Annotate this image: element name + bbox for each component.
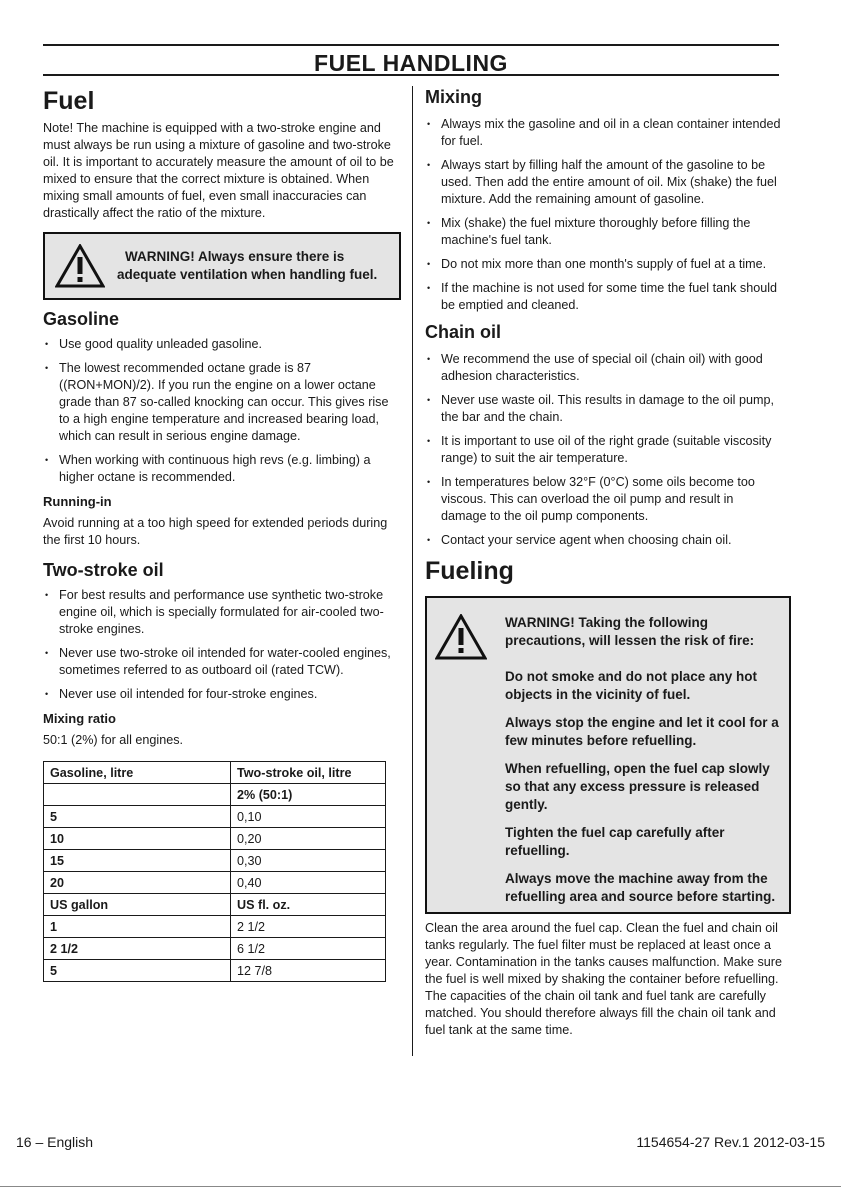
table-cell: [44, 784, 231, 806]
warning-item: Always stop the engine and let it cool for a few minutes before refuelling.: [505, 715, 779, 748]
table-cell: 0,30: [231, 850, 386, 872]
bottom-rule: [0, 1186, 841, 1187]
table-row: [44, 850, 386, 872]
list-item: • For best results and performance use synthetic two-stroke engine oil, which is specially formulated for air-cooled two-stroke engines.: [43, 587, 401, 638]
fire-warning-box: [425, 596, 791, 914]
table-row: [44, 960, 386, 982]
table-row: [44, 894, 386, 916]
warning-item: Tighten the fuel cap carefully after refuelling.: [505, 825, 725, 858]
mixing-ratio-table: [43, 761, 386, 982]
list-item: • Always start by filling half the amount of the gasoline to be used. Then add the entire amount of oil. Mix (shake) the fuel mixture. Add the remaining amount of gasoline.: [425, 157, 781, 208]
chain-oil-heading: Chain oil: [425, 322, 501, 342]
table-row: [44, 806, 386, 828]
table-cell: 5: [44, 806, 231, 828]
mixing-ratio-paragraph: 50:1 (2%) for all engines.: [43, 733, 184, 747]
table-cell: 0,40: [231, 872, 386, 894]
list-item: • We recommend the use of special oil (chain oil) with good adhesion characteristics.: [425, 351, 781, 385]
table-row: [44, 762, 386, 784]
list-item: • Do not mix more than one month's supply of fuel at a time.: [425, 256, 781, 273]
table-row: [44, 828, 386, 850]
list-item: • If the machine is not used for some time the fuel tank should be emptied and cleaned.: [425, 280, 781, 314]
page-title: FUEL HANDLING: [43, 44, 779, 76]
ventilation-warning-line1: WARNING! Always ensure there is: [125, 249, 345, 264]
warning-item: When refuelling, open the fuel cap slowly so that any excess pressure is released gently.: [505, 761, 770, 812]
ventilation-warning-line2: adequate ventilation when handling fuel.: [117, 267, 378, 282]
column-divider: [412, 86, 413, 1056]
table-cell: 20: [44, 872, 231, 894]
ventilation-warning-box: [43, 232, 401, 300]
list-item: • Contact your service agent when choosing chain oil.: [425, 532, 781, 549]
warning-triangle-icon: [435, 614, 487, 660]
right-column: [425, 86, 781, 1039]
table-row: [44, 784, 386, 806]
table-cell: 12 7/8: [231, 960, 386, 982]
fueling-heading: Fueling: [425, 557, 514, 585]
fuel-paragraph: Note! The machine is equipped with a two-stroke engine and must always be run using a mixture of gasoline and two-stroke oil. It is important to accurately measure the amount of oil to be mixed to ensure that the correct mixture is obtained. When mixing small amounts of fuel, even small inaccuracies can drastically affect the ratio of the mixture.: [43, 121, 394, 220]
table-cell: 0,20: [231, 828, 386, 850]
list-item: • Never use two-stroke oil intended for water-cooled engines, sometimes referred to as outboard oil (rated TCW).: [43, 645, 401, 679]
warning-item: Do not smoke and do not place any hot objects in the vicinity of fuel.: [505, 669, 758, 702]
mixing-ratio-heading: Mixing ratio: [43, 711, 116, 726]
table-header-cell: US gallon: [44, 894, 231, 916]
warning-item: Always move the machine away from the refuelling area and source before starting.: [505, 871, 776, 904]
list-item: • Never use oil intended for four-stroke engines.: [43, 686, 401, 703]
list-item: • Use good quality unleaded gasoline.: [43, 336, 401, 353]
mixing-list: [425, 116, 781, 314]
running-in-paragraph: Avoid running at a too high speed for extended periods during the first 10 hours.: [43, 516, 388, 547]
fire-warning-title: WARNING! Taking the following precautions, will lessen the risk of fire:: [505, 615, 755, 648]
fuel-heading: Fuel: [43, 87, 95, 115]
list-item: • It is important to use oil of the right grade (suitable viscosity range) to suit the air temperature.: [425, 433, 781, 467]
table-cell: 5: [44, 960, 231, 982]
table-cell: 10: [44, 828, 231, 850]
table-header-cell: 2% (50:1): [231, 784, 386, 806]
table-cell: 1: [44, 916, 231, 938]
table-header-cell: Two-stroke oil, litre: [231, 762, 386, 784]
list-item: • Mix (shake) the fuel mixture thoroughly before filling the machine's fuel tank.: [425, 215, 781, 249]
list-item: • In temperatures below 32°F (0°C) some oils become too viscous. This can overload the oil pump and result in damage to the oil pump components.: [425, 474, 781, 525]
running-in-heading: Running-in: [43, 494, 112, 509]
warning-triangle-icon: [55, 244, 105, 288]
list-item: • Never use waste oil. This results in damage to the oil pump, the bar and the chain.: [425, 392, 781, 426]
table-cell: 0,10: [231, 806, 386, 828]
table-header-cell: US fl. oz.: [231, 894, 386, 916]
footer-page-number: 16 – English: [16, 1134, 94, 1150]
table-row: [44, 938, 386, 960]
footer-document-id: 1154654-27 Rev.1 2012-03-15: [636, 1134, 825, 1150]
left-column: [43, 86, 401, 982]
gasoline-list: [43, 336, 401, 486]
two-stroke-list: [43, 587, 401, 703]
table-row: [44, 872, 386, 894]
table-cell: 2 1/2: [44, 938, 231, 960]
list-item: • Always mix the gasoline and oil in a clean container intended for fuel.: [425, 116, 781, 150]
table-row: [44, 916, 386, 938]
table-cell: 2 1/2: [231, 916, 386, 938]
table-cell: 6 1/2: [231, 938, 386, 960]
table-header-cell: Gasoline, litre: [44, 762, 231, 784]
list-item: • The lowest recommended octane grade is 87 ((RON+MON)/2). If you run the engine on a lower octane grade than 87 so-called knocking can occur. This gives rise to a high engine temperature and increased bearing load, which can result in serious engine damage.: [43, 360, 401, 445]
gasoline-heading: Gasoline: [43, 309, 120, 329]
mixing-heading: Mixing: [425, 87, 482, 107]
table-cell: 15: [44, 850, 231, 872]
fueling-paragraph: Clean the area around the fuel cap. Clean the fuel and chain oil tanks regularly. The fuel filter must be replaced at least once a year. Contamination in the tanks causes malfunction. Make sure the fuel is well mixed by shaking the container before refuelling. The capacities of the chain oil tank and fuel tank are carefully matched. You should therefore always fill the chain oil tank and fuel tank at the same time.: [425, 921, 783, 1037]
two-stroke-heading: Two-stroke oil: [43, 560, 164, 580]
chain-oil-list: [425, 351, 781, 549]
list-item: • When working with continuous high revs (e.g. limbing) a higher octane is recommended.: [43, 452, 401, 486]
